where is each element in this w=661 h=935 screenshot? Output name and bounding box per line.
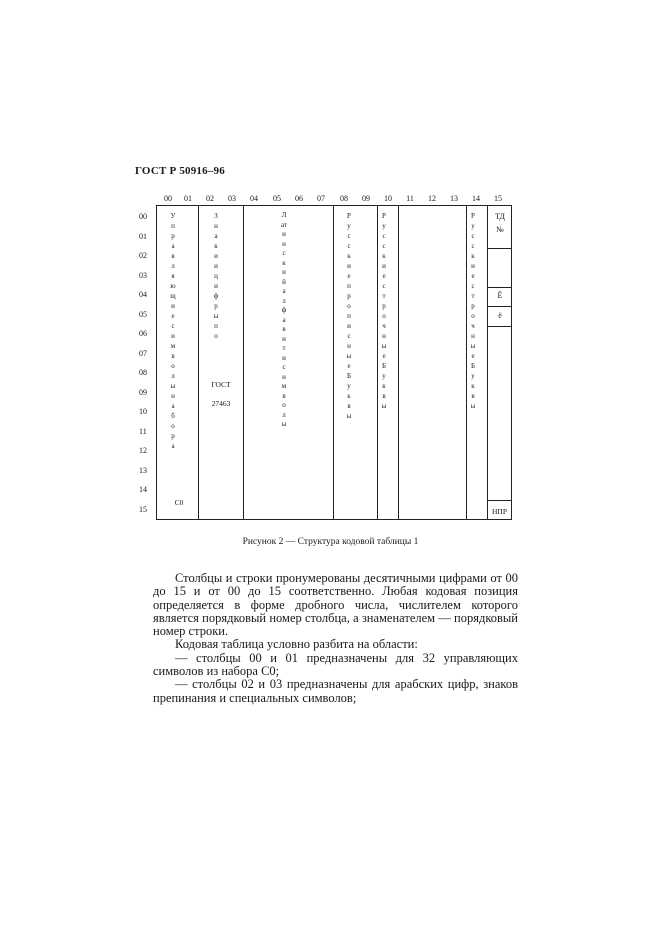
paragraph-1: Столбцы и строки пронумерованы десятичными цифрами от 00 до 15 и от 00 до 15 соответственно. Любая кодовая позиция определяется в форме дробного числа, числителем которого является порядковый номер столбца, а знаменателем — порядковый номер строки. bbox=[153, 571, 518, 639]
column-number-13: 13 bbox=[450, 194, 458, 203]
column-number-02: 02 bbox=[206, 194, 214, 203]
separator-after-col-14 bbox=[487, 205, 488, 520]
separator-after-col-10 bbox=[398, 205, 399, 520]
separator-after-col-13 bbox=[466, 205, 467, 520]
column-number-03: 03 bbox=[228, 194, 236, 203]
row-number-11: 11 bbox=[139, 426, 147, 436]
row-number-03: 03 bbox=[139, 270, 147, 280]
col15-line-3 bbox=[487, 306, 512, 307]
paragraph-2: Кодовая таблица условно разбита на области: bbox=[175, 637, 418, 652]
column-number-06: 06 bbox=[295, 194, 303, 203]
col15-line-4 bbox=[487, 326, 512, 327]
cell-15-01: № bbox=[496, 225, 504, 234]
cell-15-04: Ё bbox=[497, 291, 503, 300]
column-number-14: 14 bbox=[472, 194, 480, 203]
row-number-06: 06 bbox=[139, 329, 147, 338]
paragraph-4: — столбцы 02 и 03 предназначены для арабских цифр, знаков препинания и специальных символов; bbox=[153, 677, 518, 705]
row-number-10: 10 bbox=[139, 407, 147, 416]
column-number-05: 05 bbox=[273, 194, 281, 203]
control-symbols-label: Управляющиесимволынабора bbox=[170, 212, 176, 450]
row-number-02: 02 bbox=[139, 251, 147, 260]
row-number-15: 15 bbox=[139, 504, 147, 514]
column-number-11: 11 bbox=[406, 194, 414, 203]
col15-line-2 bbox=[487, 287, 512, 288]
separator-after-col-09 bbox=[377, 205, 378, 520]
separator-after-col-07 bbox=[333, 205, 334, 520]
figure-caption: Рисунок 2 — Структура кодовой таблицы 1 bbox=[242, 537, 419, 547]
column-number-10: 10 bbox=[384, 194, 392, 203]
body-text bbox=[153, 572, 518, 705]
column-number-00: 00 bbox=[164, 194, 172, 203]
row-number-07: 07 bbox=[139, 348, 147, 358]
row-number-08: 08 bbox=[139, 368, 147, 377]
column-number-15: 15 bbox=[494, 194, 502, 203]
row-number-13: 13 bbox=[139, 465, 147, 475]
col15-line-5 bbox=[487, 500, 512, 501]
row-number-00: 00 bbox=[139, 212, 147, 221]
russian-small-label: РусскиестрочныеБуквы bbox=[381, 212, 387, 410]
row-number-04: 04 bbox=[139, 290, 147, 299]
separator-after-col-03 bbox=[243, 205, 244, 520]
cell-15-15: НПР bbox=[491, 507, 507, 516]
digits-symbols-label: Знакиицифрыпо bbox=[213, 212, 219, 340]
column-number-04: 04 bbox=[250, 194, 258, 203]
row-number-12: 12 bbox=[139, 446, 147, 455]
c0-label: C0 bbox=[174, 498, 184, 507]
column-number-08: 08 bbox=[340, 194, 348, 203]
column-number-12: 12 bbox=[428, 194, 436, 203]
col15-line-1 bbox=[487, 248, 512, 249]
column-number-01: 01 bbox=[184, 194, 192, 203]
row-number-09: 09 bbox=[139, 387, 147, 397]
row-number-05: 05 bbox=[139, 309, 147, 319]
cell-15-00: ТД bbox=[495, 212, 505, 221]
column-number-07: 07 bbox=[317, 194, 325, 203]
row-number-01: 01 bbox=[139, 231, 147, 241]
paragraph-3: — столбцы 00 и 01 предназначены для 32 управляющих символов из набора C0; bbox=[153, 650, 518, 679]
gost-number: 27463 bbox=[211, 399, 231, 408]
cell-15-05: ё bbox=[498, 311, 502, 320]
column-number-09: 09 bbox=[362, 194, 370, 203]
code-table-frame bbox=[156, 205, 512, 520]
gost-label: ГОСТ bbox=[211, 380, 231, 389]
russian-capitals-label: РусскиепрописныеБуквы bbox=[346, 212, 352, 420]
russian-small-2-label: РусскиестрочныеБуквы bbox=[470, 212, 476, 410]
row-number-14: 14 bbox=[139, 485, 147, 494]
latin-alphabet-label: Латинскийалфавитисимволы bbox=[281, 211, 287, 428]
separator-after-col-01 bbox=[198, 205, 199, 520]
document-header: ГОСТ Р 50916–96 bbox=[135, 165, 225, 177]
